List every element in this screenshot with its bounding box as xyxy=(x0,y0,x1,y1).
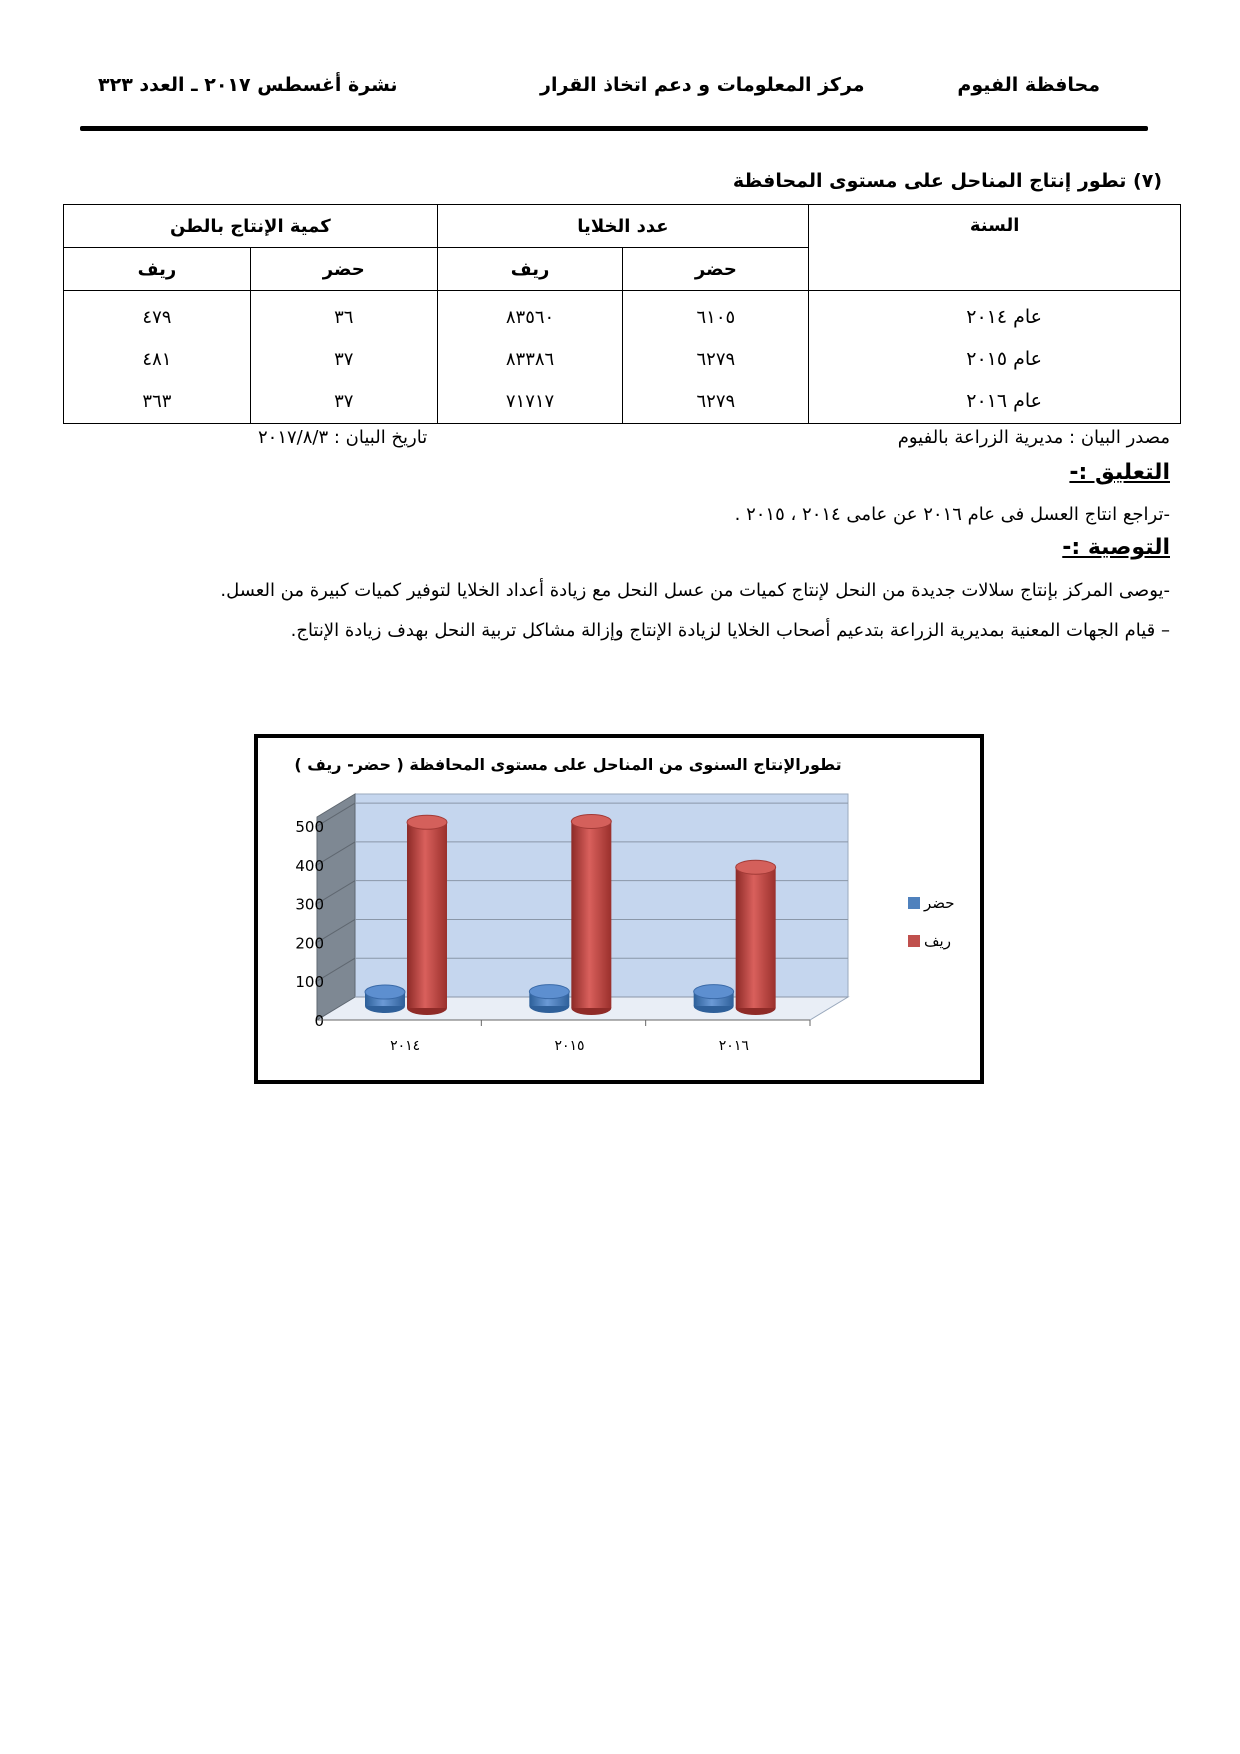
subheader-prod-urban: حضر xyxy=(250,248,437,291)
x-tick-label: ٢٠١٤ xyxy=(390,1038,421,1054)
legend-swatch xyxy=(908,935,920,947)
comment-text: -تراجع انتاج العسل فى عام ٢٠١٦ عن عامى ٢٠١٤ ، ٢٠١٥ . xyxy=(734,504,1170,525)
recommendation-item: – قيام الجهات المعنية بمديرية الزراعة بتدعيم أصحاب الخلايا لزيادة الإنتاج وإزالة مشاكل تربية النحل بهدف زيادة الإنتاج. xyxy=(290,620,1170,641)
production-table xyxy=(63,204,1181,424)
comment-heading: التعليق :- xyxy=(1069,460,1170,485)
cell-cells-rural: ٨٣٣٨٦ xyxy=(437,338,623,380)
production-chart xyxy=(254,734,984,1084)
cell-year: عام ٢٠١٥ xyxy=(809,338,1181,380)
bar-rural-2 xyxy=(736,867,776,1008)
chart-title: تطورالإنتاج السنوى من المناحل على مستوى المحافظة ( حضر- ريف ) xyxy=(294,755,842,774)
x-tick-label: ٢٠١٥ xyxy=(554,1038,585,1054)
y-tick-label: 500 xyxy=(295,818,324,837)
col-header-production: كمية الإنتاج بالطن xyxy=(64,205,438,248)
cell-prod-urban: ٣٦ xyxy=(250,291,437,339)
data-source: مصدر البيان : مديرية الزراعة بالفيوم xyxy=(897,427,1170,448)
header-governorate: محافظة الفيوم xyxy=(957,74,1100,96)
header-issue: نشرة أغسطس ٢٠١٧ ـ العدد ٣٢٣ xyxy=(98,74,398,96)
legend-label: حضر xyxy=(924,894,955,912)
subheader-cells-urban: حضر xyxy=(623,248,809,291)
legend-label: ريف xyxy=(924,932,951,950)
y-tick-label: 0 xyxy=(314,1012,324,1030)
subheader-cells-rural: ريف xyxy=(437,248,623,291)
table-row xyxy=(64,291,1181,339)
recommendation-heading: التوصية :- xyxy=(1062,535,1170,560)
data-date: تاريخ البيان : ٢٠١٧/٨/٣ xyxy=(258,427,428,448)
col-header-cells: عدد الخلايا xyxy=(437,205,809,248)
cell-prod-rural: ٣٦٣ xyxy=(64,380,251,424)
bar-top xyxy=(694,985,734,999)
cell-prod-rural: ٤٨١ xyxy=(64,338,251,380)
table-row xyxy=(64,338,1181,380)
col-header-year: السنة xyxy=(809,205,1181,291)
header-rule xyxy=(80,126,1148,131)
chart-svg xyxy=(258,738,980,1080)
x-tick-label: ٢٠١٦ xyxy=(718,1038,749,1054)
subheader-prod-rural: ريف xyxy=(64,248,251,291)
y-tick-label: 300 xyxy=(295,895,324,914)
bar-top xyxy=(365,985,405,999)
bar-top xyxy=(529,985,569,999)
legend-swatch xyxy=(908,897,920,909)
bar-top xyxy=(736,860,776,874)
y-tick-label: 100 xyxy=(295,973,324,992)
header-center-name: مركز المعلومات و دعم اتخاذ القرار xyxy=(540,74,865,96)
cell-prod-urban: ٣٧ xyxy=(250,338,437,380)
bar-top xyxy=(571,815,611,829)
table-title: (٧) تطور إنتاج المناحل على مستوى المحافظة xyxy=(732,170,1162,192)
cell-cells-rural: ٧١٧١٧ xyxy=(437,380,623,424)
cell-cells-urban: ٦١٠٥ xyxy=(623,291,809,339)
cell-cells-urban: ٦٢٧٩ xyxy=(623,338,809,380)
cell-cells-urban: ٦٢٧٩ xyxy=(623,380,809,424)
cell-year: عام ٢٠١٤ xyxy=(809,291,1181,339)
y-tick-label: 200 xyxy=(295,934,324,953)
y-tick-label: 400 xyxy=(295,856,324,875)
cell-prod-urban: ٣٧ xyxy=(250,380,437,424)
cell-year: عام ٢٠١٦ xyxy=(809,380,1181,424)
bar-top xyxy=(407,815,447,829)
recommendation-item: -يوصى المركز بإنتاج سلالات جديدة من النحل لإنتاج كميات من عسل النحل مع زيادة أعداد الخلايا لتوفير كميات كبيرة من العسل. xyxy=(220,580,1170,601)
cell-prod-rural: ٤٧٩ xyxy=(64,291,251,339)
table-row xyxy=(64,380,1181,424)
bar-rural-0 xyxy=(407,822,447,1008)
cell-cells-rural: ٨٣٥٦٠ xyxy=(437,291,623,339)
bar-rural-1 xyxy=(571,822,611,1008)
